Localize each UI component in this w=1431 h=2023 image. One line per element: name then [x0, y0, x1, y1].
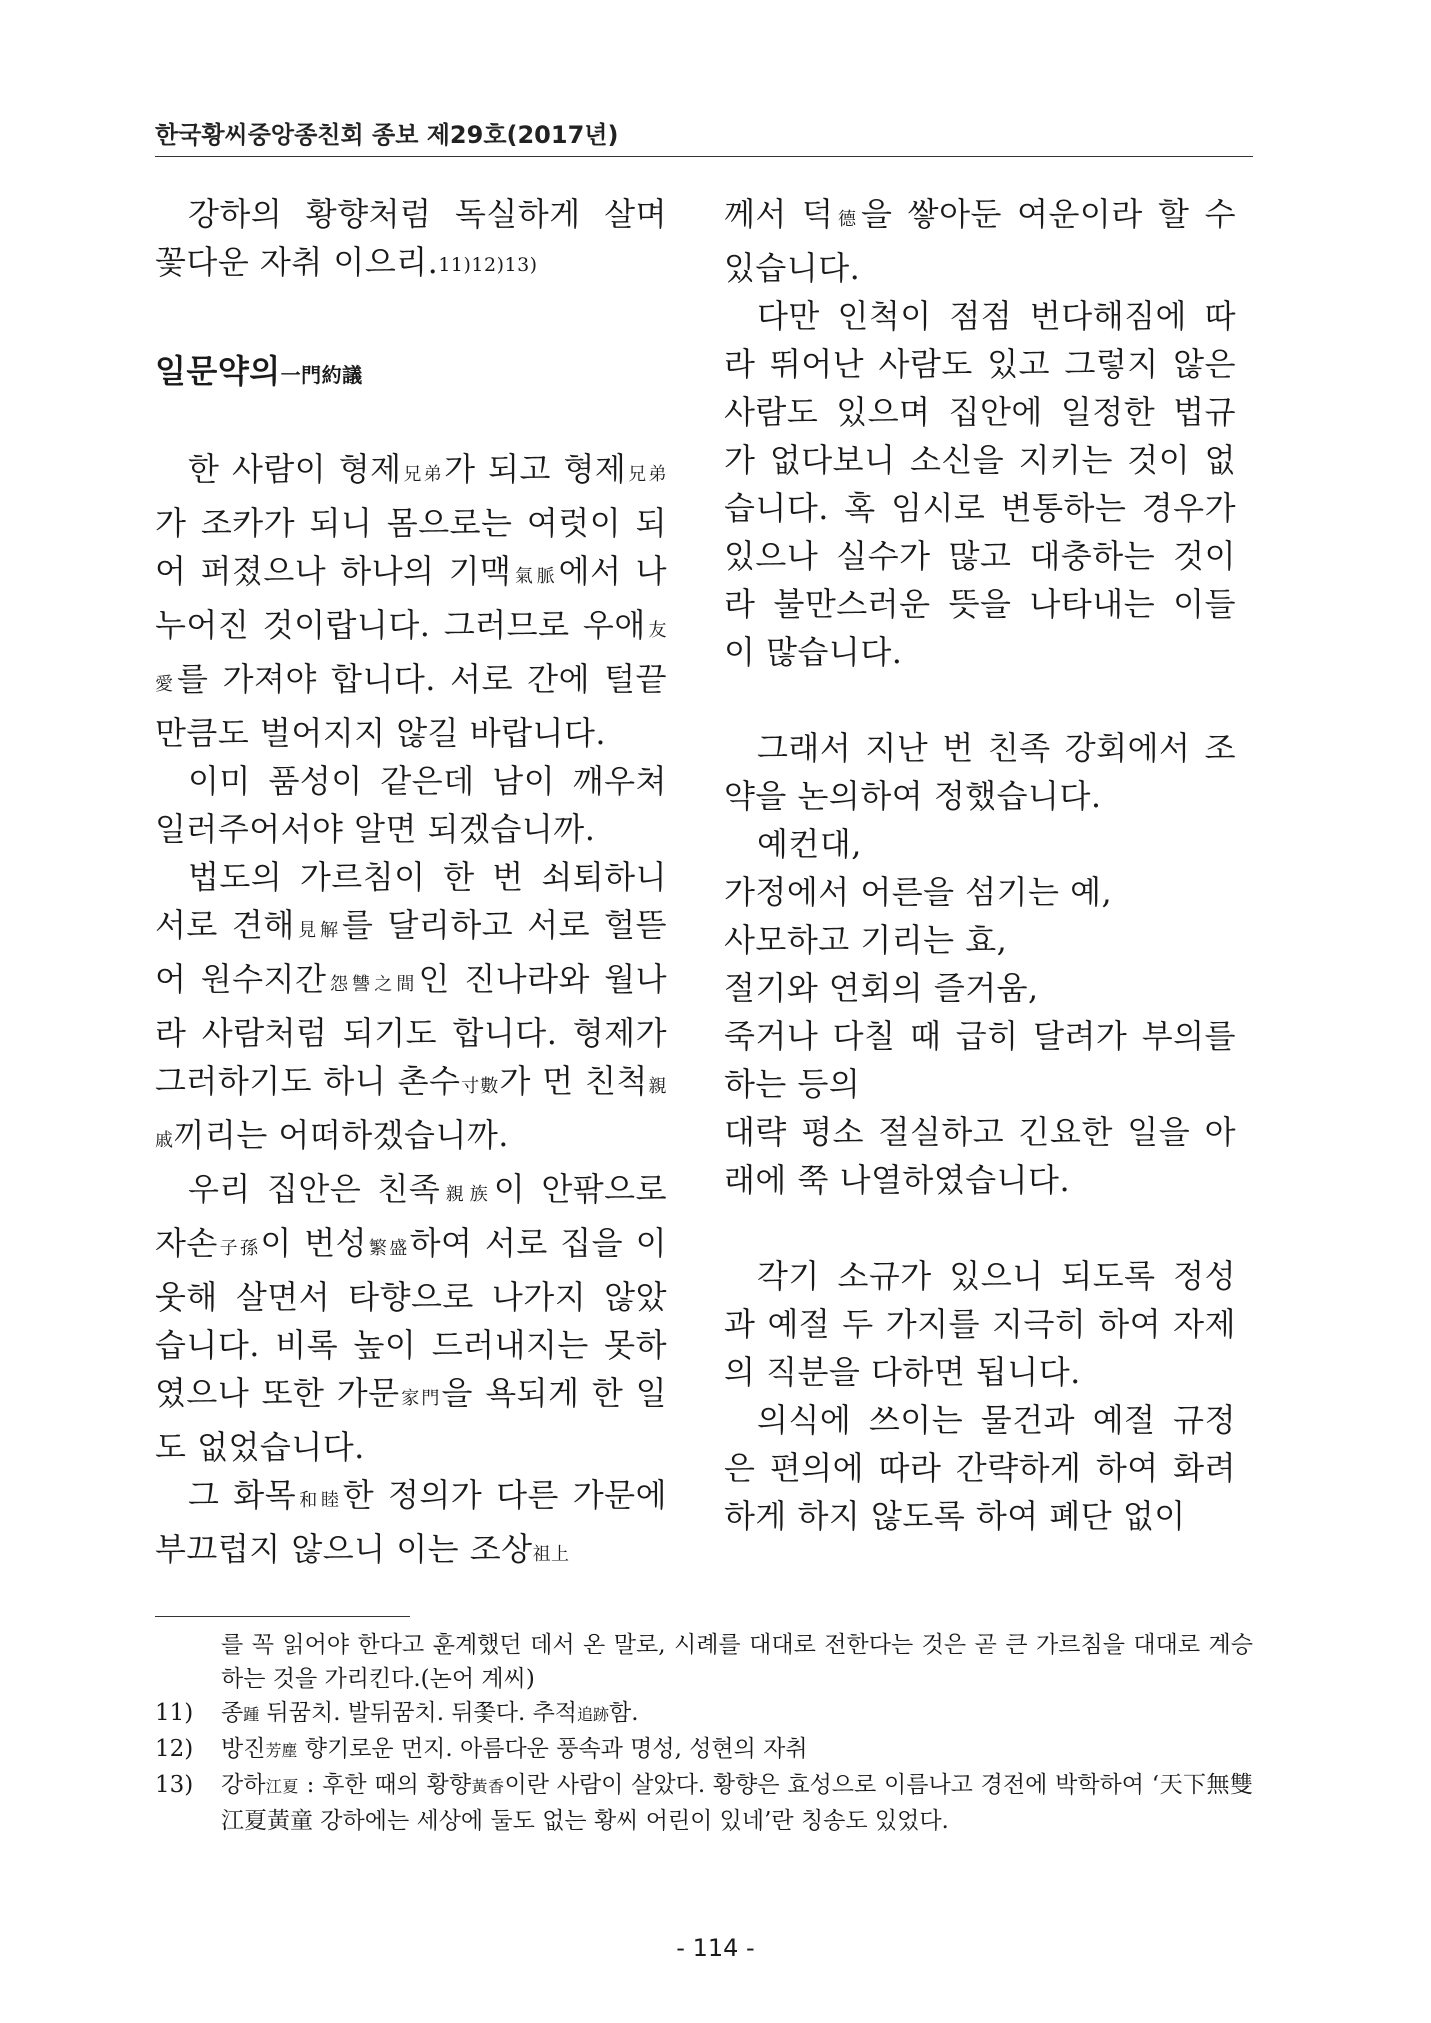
page-number: - 114 - — [676, 1934, 755, 1962]
paragraph: 한 사람이 형제兄弟가 되고 형제兄弟가 조카가 되니 몸으로는 여럿이 되어 퍼졌으나 하나의 기맥氣脈에서 나누어진 것이랍니다. 그러므로 우애友愛를 가져야 합니다. 서로 간에 털끝만큼도 벌어지지 않길 바랍니다. — [155, 450, 668, 752]
list-item: 절기와 연회의 즐거움, — [724, 969, 1039, 1007]
footnotes — [155, 1628, 1253, 1838]
list-outro: 대략 평소 절실하고 긴요한 일을 아래에 쭉 나열하였습니다. — [724, 1113, 1236, 1199]
footnote-13: 13) 강하江夏 : 후한 때의 황향黃香이란 사람이 살았다. 황향은 효성으로 이름나고 경전에 박학하여 ‘天下無雙江夏黃童 강하에는 세상에 둘도 없는 황씨 어린이 있네’란 칭송도 있었다. — [155, 1772, 1253, 1834]
footnote-rule — [155, 1616, 410, 1617]
paragraph: 이미 품성이 같은데 남이 깨우쳐 일러주어서야 알면 되겠습니까. — [155, 762, 667, 848]
running-header: 한국황씨중앙종친회 종보 제29호(2017년) — [155, 121, 619, 149]
list-item: 사모하고 기리는 효, — [724, 921, 1008, 959]
paragraph: 그래서 지난 번 친족 강회에서 조약을 논의하여 정했습니다. — [724, 729, 1236, 815]
section-title-text: 일문약의 — [155, 352, 281, 390]
paragraph: 법도의 가르침이 한 번 쇠퇴하니 서로 견해見解를 달리하고 서로 헐뜯어 원수지간怨讐之間인 진나라와 월나라 사람처럼 되기도 합니다. 형제가 그러하기도 하니 촌수寸數가 먼 친척親戚끼리는 어떠하겠습니까. — [155, 858, 668, 1154]
paragraph: 우리 집안은 친족親族이 안팎으로 자손子孫이 번성繁盛하여 서로 집을 이웃해 살면서 타향으로 나가지 않았습니다. 비록 높이 드러내지는 못하였으나 또한 가문家門을 욕되게 한 일도 없었습니다. — [155, 1170, 668, 1466]
paragraph: 그 화목和睦한 정의가 다른 가문에 부끄럽지 않으니 이는 조상祖上 — [155, 1476, 667, 1568]
left-column — [155, 190, 667, 1579]
section-title-hanja: 一門約議 — [280, 363, 363, 387]
footnote-11: 11) 종踵 뒤꿈치. 발뒤꿈치. 뒤쫓다. 추적追跡함. — [155, 1700, 639, 1726]
section-title — [155, 347, 667, 399]
right-column — [724, 190, 1236, 1540]
footnote-refs: 11)12)13) — [438, 254, 538, 276]
intro-verse — [155, 190, 667, 289]
paragraph: 다만 인척이 점점 번다해짐에 따라 뛰어난 사람도 있고 그렇지 않은 사람도 있으며 집안에 일정한 법규가 없다보니 소신을 지키는 것이 없습니다. 혹 임시로 변통하는 경우가 있으나 실수가 많고 대충하는 것이라 불만스러운 뜻을 나타내는 이들이 많습니다. — [724, 297, 1236, 671]
list-intro: 예컨대, — [757, 825, 862, 863]
paragraph: 각기 소규가 있으니 되도록 정성과 예절 두 가지를 지극히 하여 자제의 직분을 다하면 됩니다. — [724, 1257, 1236, 1391]
footnote-12: 12) 방진芳塵 향기로운 먼지. 아름다운 풍속과 명성, 성현의 자취 — [155, 1736, 808, 1762]
paragraph: 의식에 쓰이는 물건과 예절 규정은 편의에 따라 간략하게 하여 화려하게 하지 않도록 하여 폐단 없이 — [724, 1401, 1236, 1535]
list-item: 가정에서 어른을 섬기는 예, — [724, 873, 1113, 911]
intro-text: 강하의 황향처럼 독실하게 살며 꽃다운 자취 이으리. — [155, 195, 667, 281]
header-rule — [155, 156, 1253, 157]
paragraph: 께서 덕德을 쌓아둔 여운이라 할 수 있습니다. — [724, 195, 1236, 287]
footnote-continuation: 를 꼭 읽어야 한다고 훈계했던 데서 온 말로, 시례를 대대로 전한다는 것은 곧 큰 가르침을 대대로 계승하는 것을 가리킨다.(논어 계씨) — [221, 1632, 1253, 1692]
list-item: 죽거나 다칠 때 급히 달려가 부의를 하는 등의 — [724, 1017, 1236, 1103]
